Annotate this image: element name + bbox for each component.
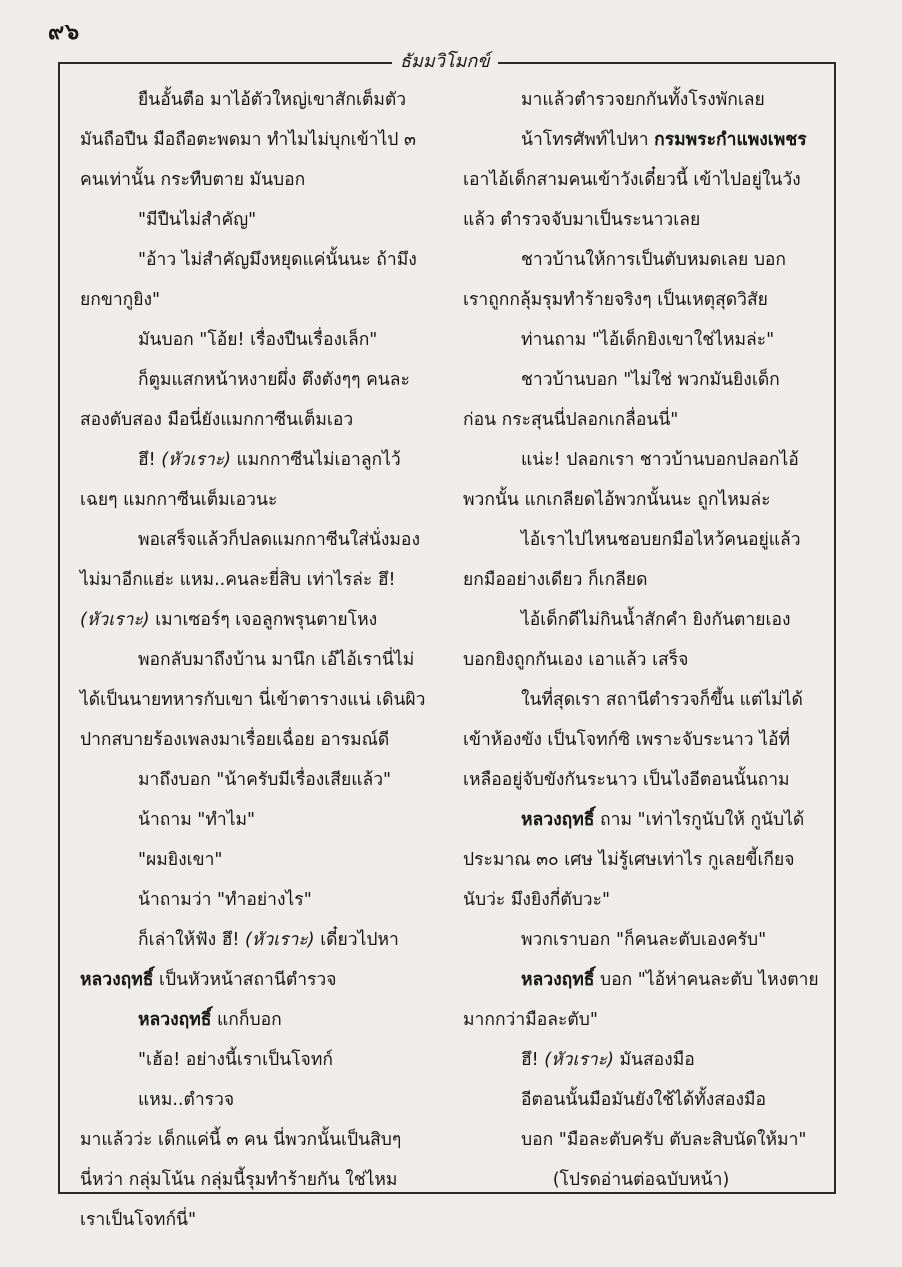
text-fragment: ถาม "เท่าไรกูนับให้ กูนับได้: [600, 810, 805, 830]
text-line: สองตับสอง มือนี่ยังแมกกาซีนเต็มเอว: [80, 410, 354, 430]
text-line: มาถึงบอก "น้าครับมีเรื่องเสียแล้ว": [138, 770, 392, 790]
page-header-title: ธัมมวิโมกข์: [392, 46, 498, 75]
laugh-note: (หัวเราะ): [161, 450, 231, 470]
laugh-note: (หัวเราะ): [244, 930, 315, 950]
page-number: ๙๖: [48, 20, 81, 45]
text-line: มาแล้วตำรวจยกกันทั้งโรงพักเลย: [521, 90, 765, 110]
text-line: ชาวบ้านบอก "ไม่ใช่ พวกมันยิงเด็ก: [521, 370, 780, 390]
right-column: [463, 80, 819, 1200]
text-line: เราถูกกลุ้มรุมทำร้ายจริงๆ เป็นเหตุสุดวิสัย: [463, 290, 768, 310]
text-line: "เฮ้อ! อย่างนี้เราเป็นโจทก์ แหม..ตำรวจ: [138, 1050, 333, 1110]
text-fragment: เดี๋ยวไปหา: [320, 930, 399, 950]
text-line: มันถือปืน มือถือตะพดมา ทำไมไม่บุกเข้าไป ๓: [80, 130, 416, 150]
text-line: ชาวบ้านให้การเป็นตับหมดเลย บอก: [521, 250, 787, 270]
text-line: พอกลับมาถึงบ้าน มานึก เอ๊ไอ้เรานี่ไม่: [138, 650, 415, 670]
text-fragment: แกก็บอก: [217, 1010, 282, 1030]
speaker-name: หลวงฤทธิ์: [521, 970, 595, 990]
text-line: พวกนั้น แกเกลียดไอ้พวกนั้นนะ ถูกไหมล่ะ: [463, 490, 771, 510]
place-name: กรมพระกำแพงเพชร: [654, 130, 807, 150]
text-fragment: เมาเซอร์ๆ เจอลูกพรุนตายโหง: [155, 610, 378, 630]
text-line: [80, 960, 432, 1000]
text-line: ก่อน กระสุนนี่ปลอกเกลื่อนนี่": [463, 410, 679, 430]
text-line: ยกขากูยิง": [80, 290, 161, 310]
text-line: ยืนอั้นตือ มาไอ้ตัวใหญ่เขาสักเต็มตัว: [138, 90, 407, 110]
text-fragment: มันสองมือ: [619, 1050, 695, 1070]
speaker-name: หลวงฤทธิ์: [521, 810, 595, 830]
text-line: ประมาณ ๓๐ เศษ ไม่รู้เศษเท่าไร กูเลยขี้เกียจ: [463, 850, 795, 870]
continue-note: (โปรดอ่านต่อฉบับหน้า): [552, 1170, 730, 1190]
text-line: ไม่มาอีกแฮ่ะ แหม..คนละยี่สิบ เท่าไรล่ะ ฮึ!: [80, 570, 396, 590]
text-line: บอก "มือละตับครับ ตับละสิบนัดให้มา": [521, 1130, 807, 1150]
text-line: [463, 120, 819, 160]
text-line: ยกมืออย่างเดียว ก็เกลียด: [463, 570, 648, 590]
laugh-note: (หัวเราะ): [544, 1050, 614, 1070]
text-line: น้าถามว่า "ทำอย่างไร": [138, 890, 312, 910]
text-fragment: ฮึ!: [138, 450, 156, 470]
text-line: [80, 920, 432, 960]
text-line: ได้เป็นนายทหารกับเขา นี่เข้าตารางแน่ เดินผิว: [80, 690, 426, 710]
text-line: มากกว่ามือละตับ": [463, 1010, 598, 1030]
text-line: แน่ะ! ปลอกเรา ชาวบ้านบอกปลอกไอ้: [521, 450, 799, 470]
text-line: นี่หว่า กลุ่มโน้น กลุ่มนี้รุมทำร้ายกัน ใช่ไหม: [80, 1170, 398, 1190]
text-line: "อ้าว ไม่สำคัญมึงหยุดแค่นั้นนะ ถ้ามึง: [138, 250, 417, 270]
text-line: [80, 1000, 432, 1040]
text-line: พวกเราบอก "ก็คนละตับเองครับ": [521, 930, 767, 950]
text-line: [463, 800, 819, 840]
text-line: เฉยๆ แมกกาซีนเต็มเอวนะ: [80, 490, 278, 510]
text-line: น้าถาม "ทำไม": [138, 810, 256, 830]
text-fragment: เป็นหัวหน้าสถานีตำรวจ: [159, 970, 337, 990]
laugh-note: (หัวเราะ): [80, 610, 150, 630]
text-line: เราเป็นโจทก์นี่": [80, 1210, 197, 1230]
text-line: "มีปืนไม่สำคัญ": [138, 210, 257, 230]
text-line: [80, 440, 432, 480]
text-line: คนเท่านั้น กระทืบตาย มันบอก: [80, 170, 306, 190]
text-line: ท่านถาม "ไอ้เด็กยิงเขาใช่ไหมล่ะ": [521, 330, 775, 350]
text-line: ก็ตูมแสกหน้าหงายผึ่ง ตึงตังๆๆ คนละ: [138, 370, 410, 390]
text-line: พอเสร็จแล้วก็ปลดแมกกาซีนใส่นั่งมอง: [138, 530, 420, 550]
text-line: ไอ้เราไปไหนชอบยกมือไหว้คนอยู่แล้ว: [521, 530, 801, 550]
speaker-name: หลวงฤทธิ์: [138, 1010, 212, 1030]
text-line: เหลืออยู่จับขังกันระนาว เป็นไงอีตอนนั้นถาม: [463, 770, 790, 790]
text-line: เข้าห้องขัง เป็นโจทก์ซิ เพราะจับระนาว ไอ้ที่: [463, 730, 791, 750]
left-column: [80, 80, 432, 1240]
text-fragment: น้าโทรศัพท์ไปหา: [521, 130, 649, 150]
text-line: [463, 960, 819, 1000]
text-line: นับว่ะ มึงยิงกี่ตับวะ": [463, 890, 611, 910]
text-line: มาแล้วว่ะ เด็กแค่นี้ ๓ คน นี่พวกนั้นเป็นสิบๆ: [80, 1130, 402, 1150]
text-line: บอกยิงถูกกันเอง เอาแล้ว เสร็จ: [463, 650, 689, 670]
text-line: [80, 600, 432, 640]
text-fragment: ก็เล่าให้ฟัง ฮึ!: [138, 930, 240, 950]
text-line: อีตอนนั้นมือมันยังใช้ได้ทั้งสองมือ: [521, 1090, 767, 1110]
speaker-name: หลวงฤทธิ์: [80, 970, 154, 990]
text-line: ในที่สุดเรา สถานีตำรวจก็ขึ้น แต่ไม่ได้: [521, 690, 803, 710]
text-fragment: แมกกาซีนไม่เอาลูกไว้: [236, 450, 401, 470]
text-line: แล้ว ตำรวจจับมาเป็นระนาวเลย: [463, 210, 701, 230]
text-line: ไอ้เด็กดีไม่กินน้ำสักคำ ยิงกันตายเอง: [521, 610, 791, 630]
text-line: "ผมยิงเขา": [138, 850, 223, 870]
text-line: เอาไอ้เด็กสามคนเข้าวังเดี๋ยวนี้ เข้าไปอยู่ในวัง: [463, 170, 801, 190]
text-fragment: ฮึ!: [521, 1050, 539, 1070]
text-line: มันบอก "โอ้ย! เรื่องปืนเรื่องเล็ก": [138, 330, 378, 350]
text-line: [463, 1040, 819, 1080]
text-fragment: บอก "ไอ้ห่าคนละตับ ไหงตาย: [600, 970, 819, 990]
text-line: ปากสบายร้องเพลงมาเรื่อยเฉื่อย อารมณ์ดี: [80, 730, 390, 750]
